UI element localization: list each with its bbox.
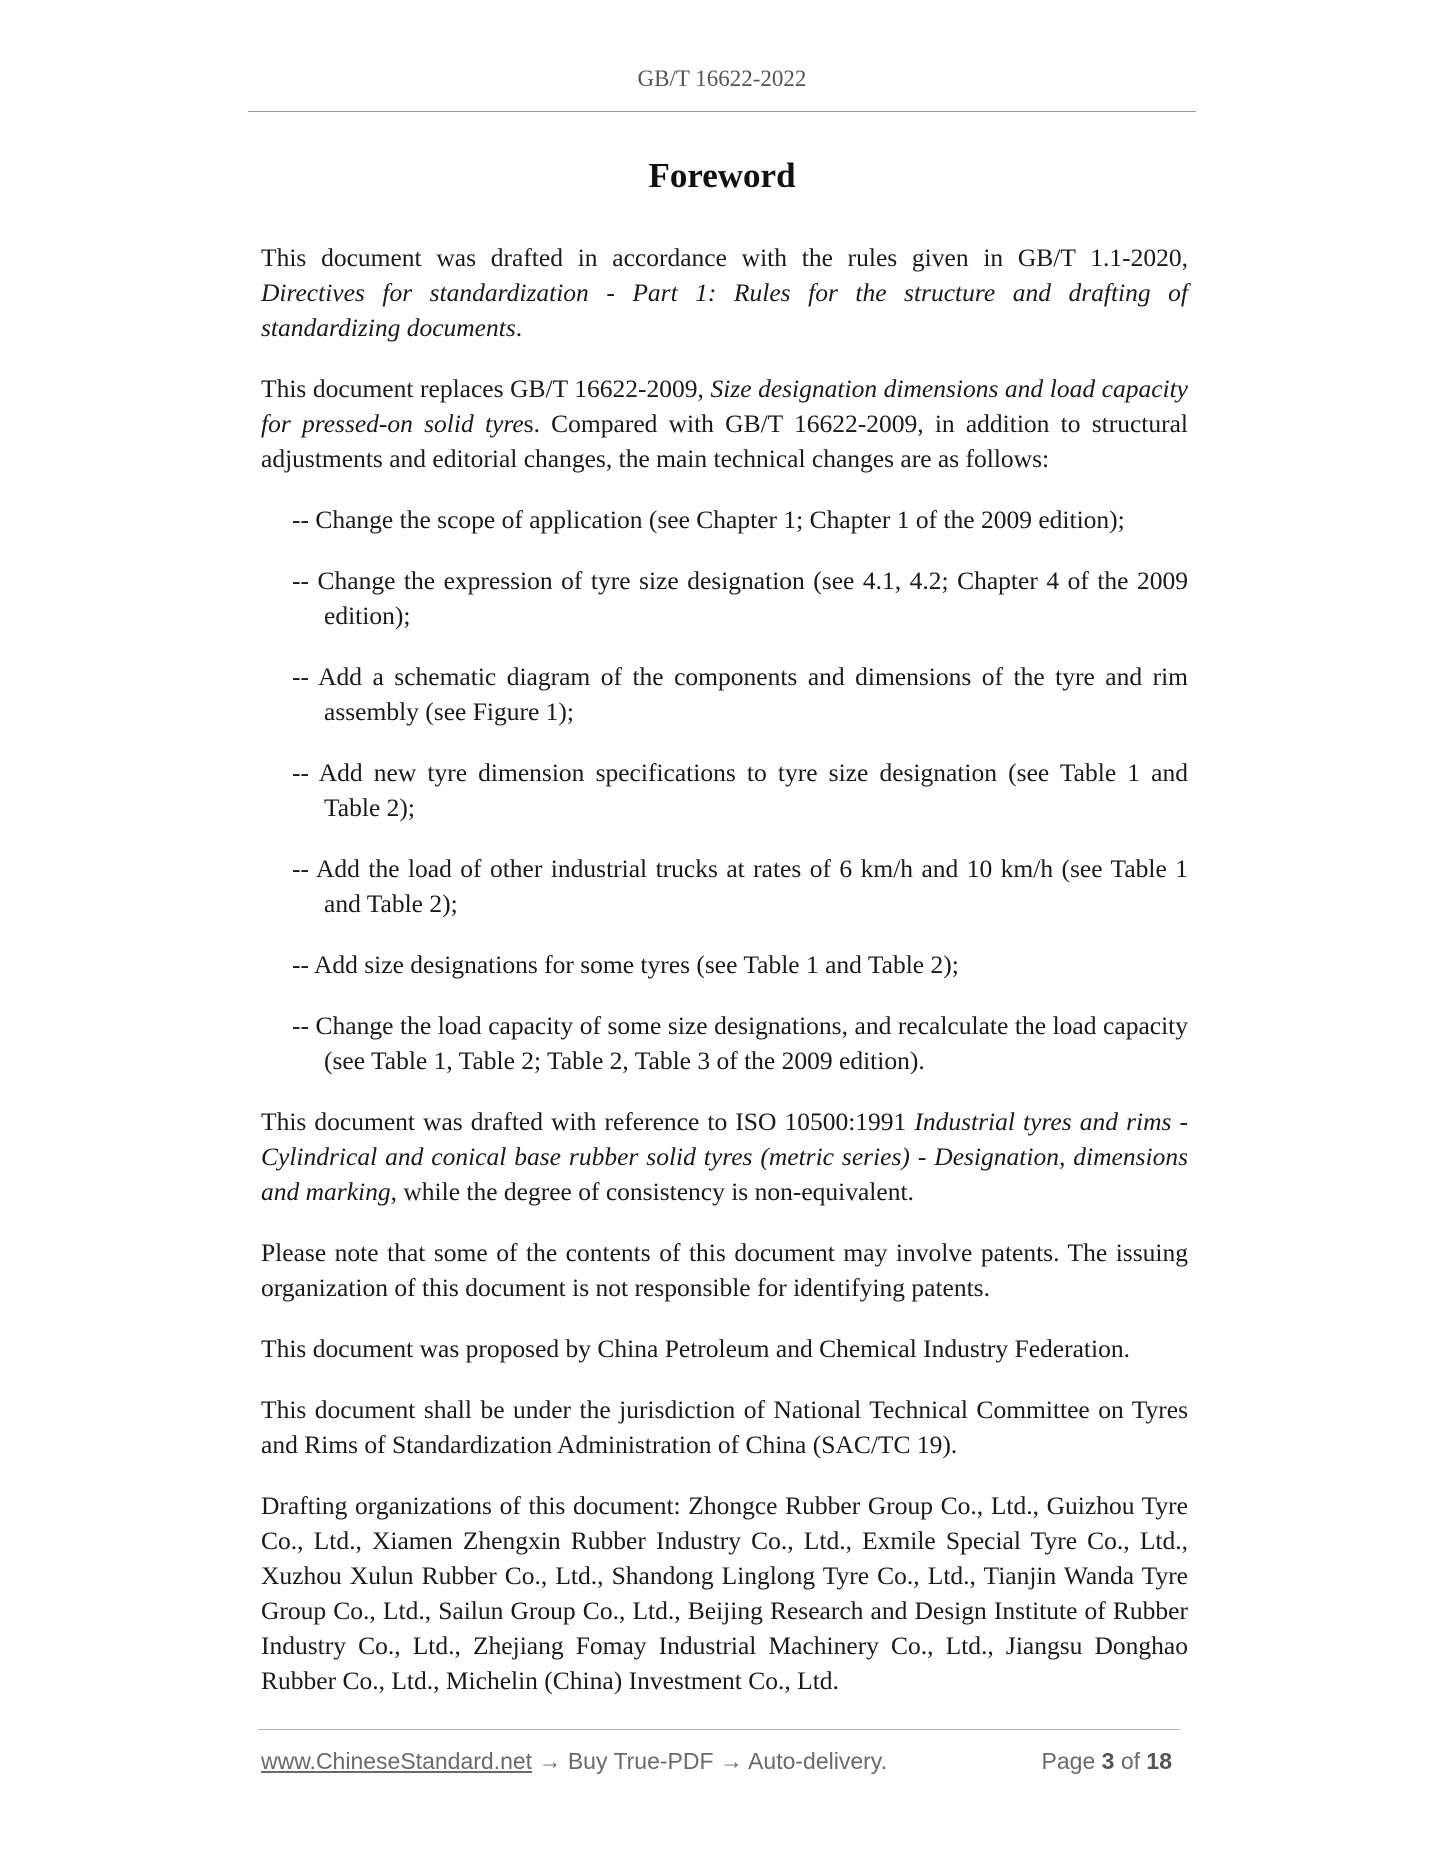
paragraph-text: . xyxy=(515,313,523,342)
footer-promo-text: → Buy True-PDF → Auto-delivery. xyxy=(532,1748,887,1774)
paragraph-proposed-by: This document was proposed by China Petroleum and Chemical Industry Federation. xyxy=(261,1334,1130,1363)
paragraph-italic-title: Directives for standardization - Part 1: Rules for the structure and drafting of standardizing documents xyxy=(261,278,1188,342)
list-item: -- Add new tyre dimension specifications to tyre size designation (see Table 1 and Table 2); xyxy=(292,758,1188,822)
website-link[interactable]: www.ChineseStandard.net xyxy=(261,1748,533,1774)
page-footer xyxy=(261,1748,1180,1775)
page-title: Foreword xyxy=(648,156,796,195)
list-item: -- Add a schematic diagram of the components and dimensions of the tyre and rim assembly (see Figure 1); xyxy=(292,662,1188,726)
changes-list xyxy=(261,502,1188,1078)
running-header xyxy=(248,66,1196,92)
paragraph-drafting-rules xyxy=(261,240,1188,345)
list-item: -- Change the expression of tyre size designation (see 4.1, 4.2; Chapter 4 of the 2009 edition); xyxy=(292,566,1188,630)
list-item: -- Add the load of other industrial trucks at rates of 6 km/h and 10 km/h (see Table 1 and Table 2); xyxy=(292,854,1188,918)
page-number xyxy=(1042,1748,1172,1775)
page-word: Page xyxy=(1041,1748,1096,1774)
page-total: 18 xyxy=(1146,1748,1172,1774)
paragraph-text: s. Compared with GB/T 16622-2009, in addition to structural adjustments and editorial changes, the main technical changes are as follows: xyxy=(261,409,1188,473)
paragraph-jurisdiction: This document shall be under the jurisdiction of National Technical Committee on Tyres and Rims of Standardization Administration of China (SAC/TC 19). xyxy=(261,1395,1188,1459)
paragraph-text: , while the degree of consistency is non-equivalent. xyxy=(390,1177,914,1206)
paragraph-text: This document was drafted in accordance with the rules given in GB/T 1.1-2020, xyxy=(261,243,1188,272)
paragraph-drafting-organizations: Drafting organizations of this document: Zhongce Rubber Group Co., Ltd., Guizhou Tyre Co., Ltd., Xiamen Zhengxin Rubber Industry Co., Ltd., Exmile Special Tyre Co., Ltd., Xuzhou Xulun Rubber Co., Ltd., Shandong Linglong Tyre Co., Ltd., Tianjin Wanda Tyre Group Co., Ltd., Sailun Group Co., Ltd., Beijing Research and Design Institute of Rubber Industry Co., Ltd., Zhejiang Fomay Industrial Machinery Co., Ltd., Jiangsu Donghao Rubber Co., Ltd., Michelin (China) Investment Co., Ltd. xyxy=(261,1491,1188,1695)
paragraph-iso-reference xyxy=(261,1104,1188,1209)
list-item: -- Change the scope of application (see Chapter 1; Chapter 1 of the 2009 edition); xyxy=(292,505,1125,534)
header-doc-code: GB/T 16622-2022 xyxy=(637,66,807,91)
footer-divider xyxy=(258,1729,1180,1730)
paragraph-text: This document was drafted with reference to ISO 10500:1991 xyxy=(261,1107,915,1136)
paragraph-italic-title: Size designation dimensions and load capacity for pressed-on solid tyre xyxy=(261,374,1188,438)
list-item: -- Add size designations for some tyres (see Table 1 and Table 2); xyxy=(292,950,959,979)
list-item: -- Change the load capacity of some size designations, and recalculate the load capacity (see Table 1, Table 2; Table 2, Table 3 of the 2009 edition). xyxy=(292,1011,1188,1075)
paragraph-text: This document replaces GB/T 16622-2009, xyxy=(261,374,711,403)
page-of: of xyxy=(1120,1748,1141,1774)
document-body xyxy=(261,240,1188,1724)
paragraph-patents: Please note that some of the contents of this document may involve patents. The issuing organization of this document is not responsible for identifying patents. xyxy=(261,1238,1188,1302)
paragraph-replaces xyxy=(261,371,1188,476)
header-divider xyxy=(248,111,1196,112)
paragraph-italic-title: Industrial tyres and rims - Cylindrical and conical base rubber solid tyres (metric series) - Designation, dimensions and marking xyxy=(261,1107,1188,1206)
page-current: 3 xyxy=(1101,1748,1115,1774)
